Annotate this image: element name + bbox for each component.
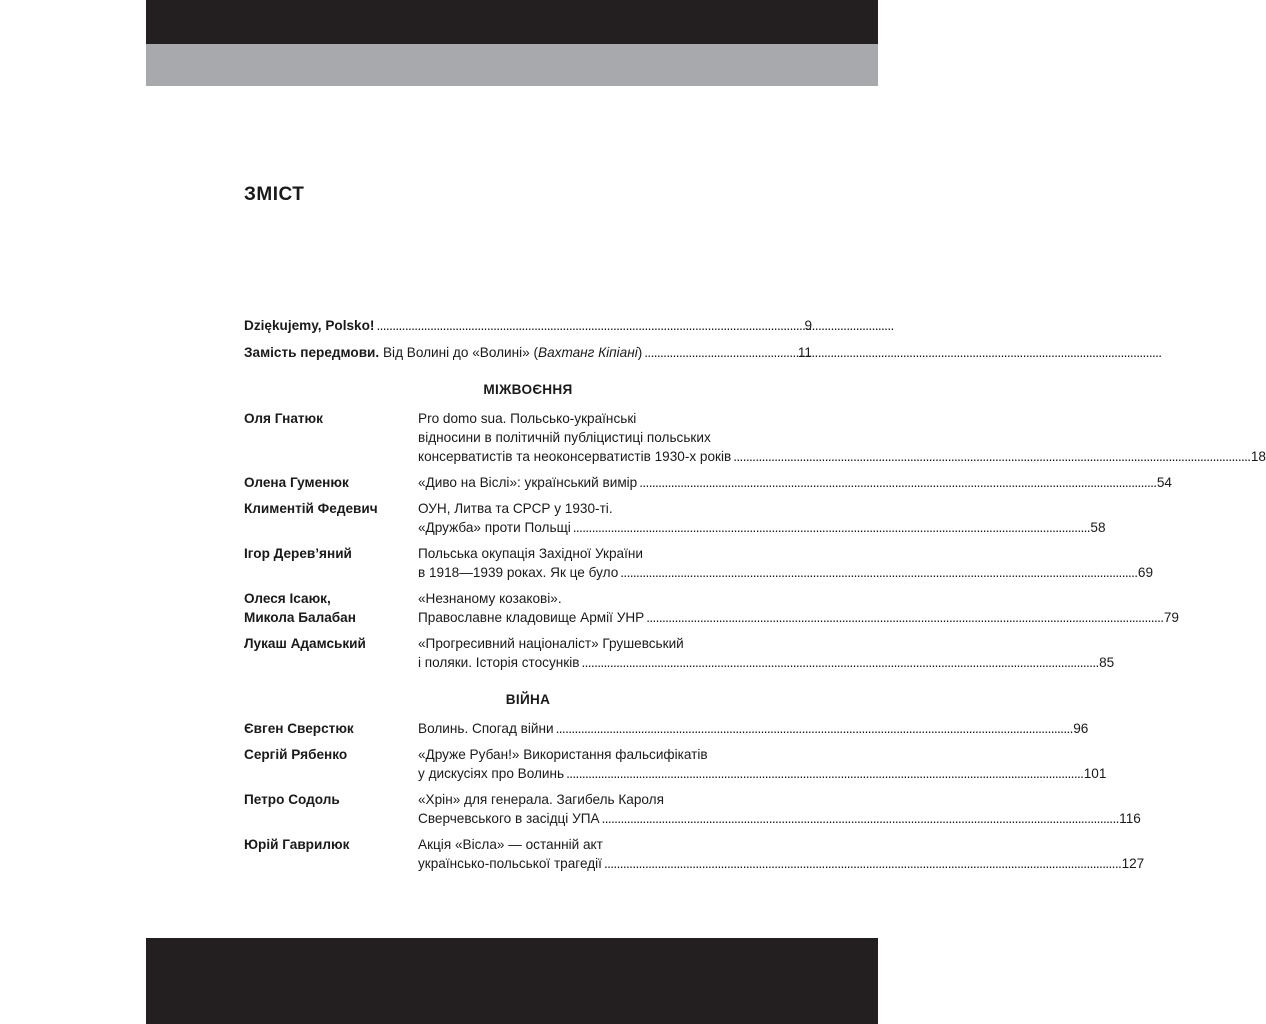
- toc-section: [244, 380, 1266, 672]
- author-name: Сергій Рябенко: [244, 747, 348, 762]
- entry-author: [244, 499, 418, 537]
- dot-leader: [733, 447, 1249, 466]
- toc-entry: [244, 790, 1141, 828]
- title-line: ОУН, Литва та СРСР у 1930-ті.: [418, 501, 613, 516]
- title-last-line: [418, 447, 1266, 466]
- intro-text: [244, 343, 642, 362]
- toc-entry: [244, 719, 1089, 738]
- entry-title: [418, 544, 1153, 582]
- author-name: Ігор Дерев’яний: [244, 546, 352, 561]
- title-last-line: [418, 764, 1106, 783]
- intro-after: ): [637, 345, 643, 360]
- title-line: Акція «Вісла» — останній акт: [418, 837, 603, 852]
- author-name: Лукаш Адамський: [244, 636, 366, 651]
- entry-author: [244, 544, 418, 582]
- intro-entries: [244, 316, 812, 362]
- page-number: 79: [1163, 610, 1179, 625]
- dot-leader: [376, 316, 802, 335]
- title-line: «Дружба» проти Польщі: [418, 520, 571, 535]
- title-last-line: [418, 518, 1106, 537]
- title-line: Сверчевського в засідці УПА: [418, 811, 600, 826]
- dot-leader: [644, 343, 796, 362]
- title-line: «Друже Рубан!» Використання фальсифікатів: [418, 747, 708, 762]
- dot-leader: [639, 473, 1155, 492]
- author-name: Олеся Ісаюк,: [244, 591, 331, 606]
- entry-author: [244, 745, 418, 783]
- entry-author: [244, 790, 418, 828]
- entry-title: [418, 589, 1179, 627]
- intro-italic: Вахтанг Кіпіані: [538, 345, 638, 360]
- toc-entry: [244, 409, 1266, 466]
- toc-entry: [244, 745, 1107, 783]
- title-line: Православне кладовище Армії УНР: [418, 610, 645, 625]
- toc-entry: [244, 544, 1154, 582]
- author-name: Петро Содоль: [244, 792, 340, 807]
- author-name: Євген Сверстюк: [244, 721, 354, 736]
- author-name: Юрій Гаврилюк: [244, 837, 350, 852]
- title-line: в 1918—1939 роках. Як це було: [418, 565, 619, 580]
- page-number: 85: [1099, 655, 1115, 670]
- entry-author: [244, 835, 418, 873]
- top-dark-band: [146, 0, 878, 44]
- dot-leader: [646, 608, 1162, 627]
- dot-leader: [556, 719, 1072, 738]
- toc-entry: [244, 634, 1115, 672]
- dot-leader: [566, 764, 1082, 783]
- bottom-dark-band: [146, 938, 878, 1024]
- title-last-line: [418, 608, 1179, 627]
- toc-sections: [244, 380, 1266, 873]
- dot-leader: [620, 563, 1136, 582]
- top-grey-band: [146, 44, 878, 86]
- page-number: 96: [1073, 721, 1089, 736]
- title-last-line: [418, 854, 1144, 873]
- intro-bold: Dziękujemy, Polsko!: [244, 318, 375, 333]
- author-name: Микола Балабан: [244, 610, 356, 625]
- title-line: Pro domo sua. Польсько-українські: [418, 411, 637, 426]
- author-name: Олена Гуменюк: [244, 475, 349, 490]
- entry-title: [418, 499, 1106, 537]
- toc-intro-line: [244, 316, 812, 335]
- entry-author: [244, 634, 418, 672]
- entry-title: [418, 719, 1088, 738]
- intro-plain: Від Волині до «Волині» (: [379, 345, 539, 360]
- page-number: 54: [1156, 475, 1172, 490]
- toc-entry: [244, 589, 1179, 627]
- entry-title: [418, 835, 1144, 873]
- title-line: консерватистів та неоконсерватистів 1930-х років: [418, 449, 732, 464]
- toc-entry: [244, 835, 1145, 873]
- intro-bold: Замість передмови.: [244, 345, 380, 360]
- dot-leader: [602, 809, 1118, 828]
- title-line: відносини в політичній публіцистиці польських: [418, 430, 711, 445]
- toc-section: [244, 690, 1145, 873]
- dot-leader: [581, 653, 1097, 672]
- entry-title: [418, 409, 1266, 466]
- author-name: Оля Гнатюк: [244, 411, 323, 426]
- title-line: «Прогресивний націоналіст» Грушевський: [418, 636, 684, 651]
- entry-author: [244, 409, 418, 466]
- page-number: 101: [1083, 766, 1107, 781]
- title-line: Польська окупація Західної України: [418, 546, 643, 561]
- entry-author: [244, 473, 418, 492]
- title-line: українсько-польської трагедії: [418, 856, 602, 871]
- page-number: 9: [804, 318, 812, 333]
- toc-intro-line: [244, 343, 812, 362]
- title-line: «Незнаному козакові».: [418, 591, 562, 606]
- title-last-line: [418, 563, 1153, 582]
- dot-leader: [573, 518, 1089, 537]
- section-heading: МІЖВОЄННЯ: [483, 382, 573, 397]
- title-line: «Диво на Віслі»: український вимір: [418, 475, 638, 490]
- title-line: Волинь. Спогад війни: [418, 721, 554, 736]
- title-line: і поляки. Історія стосунків: [418, 655, 580, 670]
- entry-title: [418, 634, 1114, 672]
- dot-leader: [604, 854, 1120, 873]
- entry-author: [244, 589, 418, 627]
- title-line: у дискусіях про Волинь: [418, 766, 565, 781]
- author-name: Климентій Федевич: [244, 501, 378, 516]
- toc-entry: [244, 473, 1172, 492]
- toc-entry: [244, 499, 1106, 537]
- title-last-line: [418, 473, 1172, 492]
- page-number: 127: [1121, 856, 1145, 871]
- table-of-contents: [244, 316, 1266, 880]
- intro-text: [244, 316, 374, 335]
- page-number: 69: [1137, 565, 1154, 580]
- section-heading: ВІЙНА: [505, 692, 551, 707]
- entry-title: [418, 745, 1106, 783]
- title-last-line: [418, 809, 1141, 828]
- page-number: 18: [1250, 449, 1266, 464]
- page-number: 116: [1119, 811, 1141, 826]
- page-title: ЗМІСТ: [244, 184, 305, 205]
- title-last-line: [418, 719, 1088, 738]
- title-line: «Хрін» для генерала. Загибель Кароля: [418, 792, 664, 807]
- page-number: 58: [1090, 520, 1106, 535]
- entry-author: [244, 719, 418, 738]
- page-number: 11: [797, 345, 812, 360]
- entry-title: [418, 473, 1172, 492]
- entry-title: [418, 790, 1141, 828]
- title-last-line: [418, 653, 1114, 672]
